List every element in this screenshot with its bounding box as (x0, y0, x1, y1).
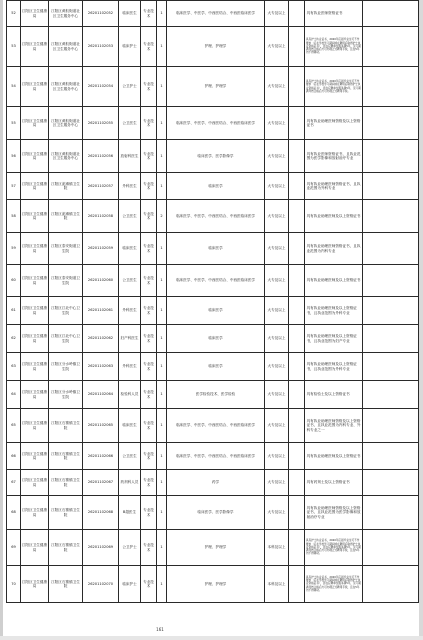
headcount: 1 (157, 140, 167, 173)
row-number: 59 (7, 233, 21, 265)
position-code: 26201102066 (83, 443, 119, 470)
headcount: 1 (157, 353, 167, 381)
employer-unit: 江阳区石寨镇卫生院 (49, 566, 83, 603)
table-row (7, 566, 419, 603)
row-number: 52 (7, 1, 21, 27)
page-number: 161 (156, 627, 164, 632)
other-conditions: 具有执业助理医师资格及以上资格证书，且执业范围为医学影像和放射治疗专业 (305, 496, 363, 530)
recruitment-table (6, 0, 419, 603)
row-number: 67 (7, 470, 21, 496)
other-conditions: 具有护士执业证书，2020年应届毕业生可不作要求（应在学校学习期间或在聘用后取得护士执业资格证书），需在应聘单位服务满5年，见习期满考核合格后方可办理正式聘用手续，且在5年内不得调动。 (305, 566, 363, 603)
headcount: 1 (157, 233, 167, 265)
headcount: 1 (157, 470, 167, 496)
major-requirement: 临床医学、中医学、中西医结合、中西医临床医学 (167, 1, 265, 27)
department: 江阳区卫生健康局 (21, 409, 49, 443)
row-number: 55 (7, 107, 21, 140)
headcount: 1 (157, 325, 167, 353)
other-conditions: 具有执业助理医师资格证书，且执业范围为外科专业 (305, 173, 363, 200)
position-category: 专业技术 (141, 67, 157, 107)
remarks-cell (363, 67, 419, 107)
degree-cell (289, 67, 305, 107)
table-row (7, 297, 419, 325)
degree-cell (289, 173, 305, 200)
department: 江阳区卫生健康局 (21, 566, 49, 603)
education-requirement: 本科及以上 (265, 566, 289, 603)
table-row (7, 353, 419, 381)
major-requirement: 临床医学、医学影像学 (167, 496, 265, 530)
position-name: 临床医生 (119, 409, 141, 443)
major-requirement: 医学检验技术、医学检验 (167, 381, 265, 409)
remarks-cell (363, 353, 419, 381)
education-requirement: 大专及以上 (265, 297, 289, 325)
major-requirement: 临床医学 (167, 297, 265, 325)
headcount: 1 (157, 409, 167, 443)
headcount: 1 (157, 107, 167, 140)
position-name: 公卫医生 (119, 200, 141, 233)
headcount: 1 (157, 27, 167, 67)
bottom-shade (0, 636, 423, 640)
department: 江阳区卫生健康局 (21, 265, 49, 297)
degree-cell (289, 443, 305, 470)
department: 江阳区卫生健康局 (21, 233, 49, 265)
major-requirement: 临床医学 (167, 233, 265, 265)
row-number: 66 (7, 443, 21, 470)
major-requirement: 临床医学、中医学、中西医结合、中西医临床医学 (167, 200, 265, 233)
position-category: 专业技术 (141, 530, 157, 566)
employer-unit: 江阳区黄舣街道社区卫生服务中心 (49, 27, 83, 67)
major-requirement: 临床医学、中医学、中西医结合、中西医临床医学 (167, 443, 265, 470)
position-name: 检验科人员 (119, 381, 141, 409)
major-requirement: 临床医学、中医学、中西医结合、中西医临床医学 (167, 107, 265, 140)
education-requirement: 大专及以上 (265, 470, 289, 496)
degree-cell (289, 265, 305, 297)
table-row (7, 265, 419, 297)
major-requirement: 药学 (167, 470, 265, 496)
degree-cell (289, 27, 305, 67)
headcount: 1 (157, 173, 167, 200)
table-row (7, 496, 419, 530)
position-category: 专业技术 (141, 107, 157, 140)
table-row (7, 409, 419, 443)
department: 江阳区卫生健康局 (21, 1, 49, 27)
position-category: 专业技术 (141, 381, 157, 409)
position-name: 公卫医生 (119, 107, 141, 140)
employer-unit: 江阳区分水岭镇卫生院 (49, 381, 83, 409)
other-conditions: 具有护士执业证书，2020年应届毕业生可不作要求（应在学校学习期间或在聘用后取得护士执业资格证书），需在应聘单位服务满5年，见习期满考核合格后方可办理正式聘用手续，且在5年内不得调动。 (305, 27, 363, 67)
major-requirement: 护理、护理学 (167, 530, 265, 566)
employer-unit: 江阳区黄舣街道社区卫生服务中心 (49, 67, 83, 107)
department: 江阳区卫生健康局 (21, 27, 49, 67)
position-name: 外科医生 (119, 353, 141, 381)
degree-cell (289, 200, 305, 233)
position-code: 26201102068 (83, 496, 119, 530)
table-row (7, 381, 419, 409)
degree-cell (289, 233, 305, 265)
remarks-cell (363, 496, 419, 530)
position-name: 临床护士 (119, 27, 141, 67)
other-conditions: 具有护士执业证书，2020年应届毕业生可不作要求（应在学校学习期间或在聘用后取得护士执业资格证书），需在应聘单位服务满5年，见习期满考核合格后方可办理正式聘用手续，且在5年内不得调动。 (305, 530, 363, 566)
position-code: 26201102065 (83, 409, 119, 443)
position-code: 26201102057 (83, 173, 119, 200)
position-category: 专业技术 (141, 27, 157, 67)
position-name: 临床医生 (119, 1, 141, 27)
department: 江阳区卫生健康局 (21, 297, 49, 325)
headcount: 1 (157, 1, 167, 27)
page-left-edge (0, 0, 3, 640)
table-row (7, 530, 419, 566)
education-requirement: 大专及以上 (265, 353, 289, 381)
major-requirement: 临床医学、中医学、中西医结合、中西医临床医学 (167, 265, 265, 297)
other-conditions: 具有检验士及以上资格证书 (305, 381, 363, 409)
remarks-cell (363, 325, 419, 353)
degree-cell (289, 496, 305, 530)
row-number: 68 (7, 496, 21, 530)
major-requirement: 临床医学 (167, 173, 265, 200)
education-requirement: 大专及以上 (265, 233, 289, 265)
position-name: 临床护士 (119, 566, 141, 603)
position-code: 26201102053 (83, 27, 119, 67)
employer-unit: 江阳区石寨镇卫生院 (49, 530, 83, 566)
education-requirement: 大专及以上 (265, 140, 289, 173)
degree-cell (289, 470, 305, 496)
position-category: 专业技术 (141, 409, 157, 443)
row-number: 64 (7, 381, 21, 409)
remarks-cell (363, 470, 419, 496)
position-code: 26201102060 (83, 265, 119, 297)
employer-unit: 江阳区江北中心卫生院 (49, 297, 83, 325)
department: 江阳区卫生健康局 (21, 67, 49, 107)
row-number: 69 (7, 530, 21, 566)
employer-unit: 江阳区黄舣街道社区卫生服务中心 (49, 107, 83, 140)
degree-cell (289, 381, 305, 409)
headcount: 1 (157, 496, 167, 530)
major-requirement: 护理、护理学 (167, 67, 265, 107)
remarks-cell (363, 140, 419, 173)
education-requirement: 大专及以上 (265, 409, 289, 443)
table-row (7, 325, 419, 353)
table-row (7, 443, 419, 470)
position-code: 26201102070 (83, 566, 119, 603)
remarks-cell (363, 443, 419, 470)
page-right-edge (419, 0, 423, 640)
other-conditions: 具有药剂士及以上资格证书 (305, 470, 363, 496)
employer-unit: 江阳区石寨镇卫生院 (49, 443, 83, 470)
table-row (7, 140, 419, 173)
table-row (7, 107, 419, 140)
department: 江阳区卫生健康局 (21, 443, 49, 470)
table-row (7, 173, 419, 200)
remarks-cell (363, 107, 419, 140)
major-requirement: 临床医学 (167, 325, 265, 353)
education-requirement: 大专及以上 (265, 107, 289, 140)
position-name: 公卫护士 (119, 67, 141, 107)
remarks-cell (363, 233, 419, 265)
education-requirement: 大专及以上 (265, 173, 289, 200)
position-name: 公卫医生 (119, 265, 141, 297)
degree-cell (289, 325, 305, 353)
other-conditions: 具有执业助理医师及以上资格证书 (305, 265, 363, 297)
table-row (7, 233, 419, 265)
department: 江阳区卫生健康局 (21, 325, 49, 353)
remarks-cell (363, 27, 419, 67)
remarks-cell (363, 265, 419, 297)
remarks-cell (363, 530, 419, 566)
position-code: 26201102056 (83, 140, 119, 173)
row-number: 62 (7, 325, 21, 353)
employer-unit: 江阳区黄舣街道社区卫生服务中心 (49, 1, 83, 27)
position-code: 26201102052 (83, 1, 119, 27)
headcount: 1 (157, 530, 167, 566)
position-category: 专业技术 (141, 353, 157, 381)
position-category: 专业技术 (141, 566, 157, 603)
position-name: 外科医生 (119, 297, 141, 325)
other-conditions: 具有执业助理医师及以上资格证书，且执业范围为妇产专业 (305, 325, 363, 353)
position-code: 26201102058 (83, 200, 119, 233)
position-category: 专业技术 (141, 173, 157, 200)
department: 江阳区卫生健康局 (21, 353, 49, 381)
row-number: 57 (7, 173, 21, 200)
position-name: 放射科医生 (119, 140, 141, 173)
position-category: 专业技术 (141, 265, 157, 297)
position-name: 临床医生 (119, 233, 141, 265)
degree-cell (289, 1, 305, 27)
position-category: 专业技术 (141, 470, 157, 496)
other-conditions: 具有执业助理医师及以上资格证书，且执业范围为外科专业 (305, 297, 363, 325)
employer-unit: 江阳区石寨镇卫生院 (49, 409, 83, 443)
row-number: 56 (7, 140, 21, 173)
education-requirement: 大专及以上 (265, 27, 289, 67)
table-body (7, 1, 419, 603)
position-name: 妇产科医生 (119, 325, 141, 353)
row-number: 70 (7, 566, 21, 603)
position-category: 专业技术 (141, 325, 157, 353)
employer-unit: 江阳区石寨镇卫生院 (49, 470, 83, 496)
remarks-cell (363, 1, 419, 27)
employer-unit: 江阳区黄舣街道社区卫生服务中心 (49, 140, 83, 173)
position-code: 26201102062 (83, 325, 119, 353)
other-conditions: 具有执业助理医师资格及以上资格证书，且执业范围为内科专业、外科专业之一 (305, 409, 363, 443)
education-requirement: 本科及以上 (265, 530, 289, 566)
major-requirement: 护理、护理学 (167, 566, 265, 603)
department: 江阳区卫生健康局 (21, 470, 49, 496)
employer-unit: 江阳区泰安街道卫生院 (49, 233, 83, 265)
table-row (7, 470, 419, 496)
major-requirement: 临床医学 (167, 353, 265, 381)
position-category: 专业技术 (141, 496, 157, 530)
degree-cell (289, 297, 305, 325)
employer-unit: 江阳区泥滩镇卫生院 (49, 200, 83, 233)
position-name: 外科医生 (119, 173, 141, 200)
row-number: 54 (7, 67, 21, 107)
headcount: 1 (157, 297, 167, 325)
other-conditions: 具有执业助理医师资格证书，且执业范围为内科专业 (305, 233, 363, 265)
headcount: 1 (157, 67, 167, 107)
degree-cell (289, 566, 305, 603)
education-requirement: 大专及以上 (265, 443, 289, 470)
position-category: 专业技术 (141, 1, 157, 27)
other-conditions: 具有执业助理医师资格及以上资格证书 (305, 107, 363, 140)
row-number: 65 (7, 409, 21, 443)
position-code: 26201102069 (83, 530, 119, 566)
employer-unit: 江阳区泰安街道卫生院 (49, 265, 83, 297)
major-requirement: 临床医学、医学影像学 (167, 140, 265, 173)
row-number: 58 (7, 200, 21, 233)
major-requirement: 临床医学、中医学、中西医结合、中西医临床医学 (167, 409, 265, 443)
employer-unit: 江阳区江北中心卫生院 (49, 325, 83, 353)
education-requirement: 大专及以上 (265, 381, 289, 409)
department: 江阳区卫生健康局 (21, 496, 49, 530)
remarks-cell (363, 409, 419, 443)
position-category: 专业技术 (141, 297, 157, 325)
position-code: 26201102061 (83, 297, 119, 325)
education-requirement: 大专及以上 (265, 67, 289, 107)
row-number: 60 (7, 265, 21, 297)
position-name: 药剂科人员 (119, 470, 141, 496)
major-requirement: 护理、护理学 (167, 27, 265, 67)
degree-cell (289, 530, 305, 566)
other-conditions: 具有执业助理医师及以上资格证书 (305, 200, 363, 233)
table-row (7, 200, 419, 233)
education-requirement: 大专及以上 (265, 496, 289, 530)
row-number: 61 (7, 297, 21, 325)
position-code: 26201102059 (83, 233, 119, 265)
position-category: 专业技术 (141, 443, 157, 470)
position-code: 26201102055 (83, 107, 119, 140)
remarks-cell (363, 566, 419, 603)
employer-unit: 江阳区泥滩镇卫生院 (49, 173, 83, 200)
position-code: 26201102054 (83, 67, 119, 107)
position-name: 公卫医生 (119, 443, 141, 470)
department: 江阳区卫生健康局 (21, 173, 49, 200)
other-conditions: 具有执业助理医师及以上资格证书 (305, 443, 363, 470)
education-requirement: 大专及以上 (265, 265, 289, 297)
headcount: 1 (157, 566, 167, 603)
other-conditions: 具有执业助理医师及以上资格证书，且执业范围为外科专业 (305, 353, 363, 381)
headcount: 1 (157, 381, 167, 409)
remarks-cell (363, 200, 419, 233)
education-requirement: 大专及以上 (265, 1, 289, 27)
remarks-cell (363, 297, 419, 325)
headcount: 1 (157, 443, 167, 470)
headcount: 2 (157, 200, 167, 233)
position-name: B超医生 (119, 496, 141, 530)
remarks-cell (363, 173, 419, 200)
degree-cell (289, 409, 305, 443)
department: 江阳区卫生健康局 (21, 140, 49, 173)
table-row (7, 27, 419, 67)
other-conditions: 具有护士执业证书，2020年应届毕业生可不作要求（应在学校学习期间或在聘用后取得护士执业资格证书），需在应聘单位服务满5年，见习期满考核合格后方可办理正式聘用手续。 (305, 67, 363, 107)
position-category: 专业技术 (141, 140, 157, 173)
position-code: 26201102064 (83, 381, 119, 409)
degree-cell (289, 140, 305, 173)
position-category: 专业技术 (141, 233, 157, 265)
table-row (7, 1, 419, 27)
headcount: 1 (157, 265, 167, 297)
degree-cell (289, 107, 305, 140)
position-code: 26201102067 (83, 470, 119, 496)
department: 江阳区卫生健康局 (21, 530, 49, 566)
position-name: 公卫护士 (119, 530, 141, 566)
row-number: 63 (7, 353, 21, 381)
other-conditions: 具有执业医师资格证书 (305, 1, 363, 27)
department: 江阳区卫生健康局 (21, 107, 49, 140)
table-row (7, 67, 419, 107)
other-conditions: 具有执业医师资格证书，且执业范围为医学影像和放射治疗专业 (305, 140, 363, 173)
degree-cell (289, 353, 305, 381)
department: 江阳区卫生健康局 (21, 381, 49, 409)
remarks-cell (363, 381, 419, 409)
education-requirement: 大专及以上 (265, 200, 289, 233)
position-code: 26201102063 (83, 353, 119, 381)
row-number: 53 (7, 27, 21, 67)
employer-unit: 江阳区石寨镇卫生院 (49, 496, 83, 530)
position-category: 专业技术 (141, 200, 157, 233)
education-requirement: 大专及以上 (265, 325, 289, 353)
department: 江阳区卫生健康局 (21, 200, 49, 233)
employer-unit: 江阳区分水岭镇卫生院 (49, 353, 83, 381)
